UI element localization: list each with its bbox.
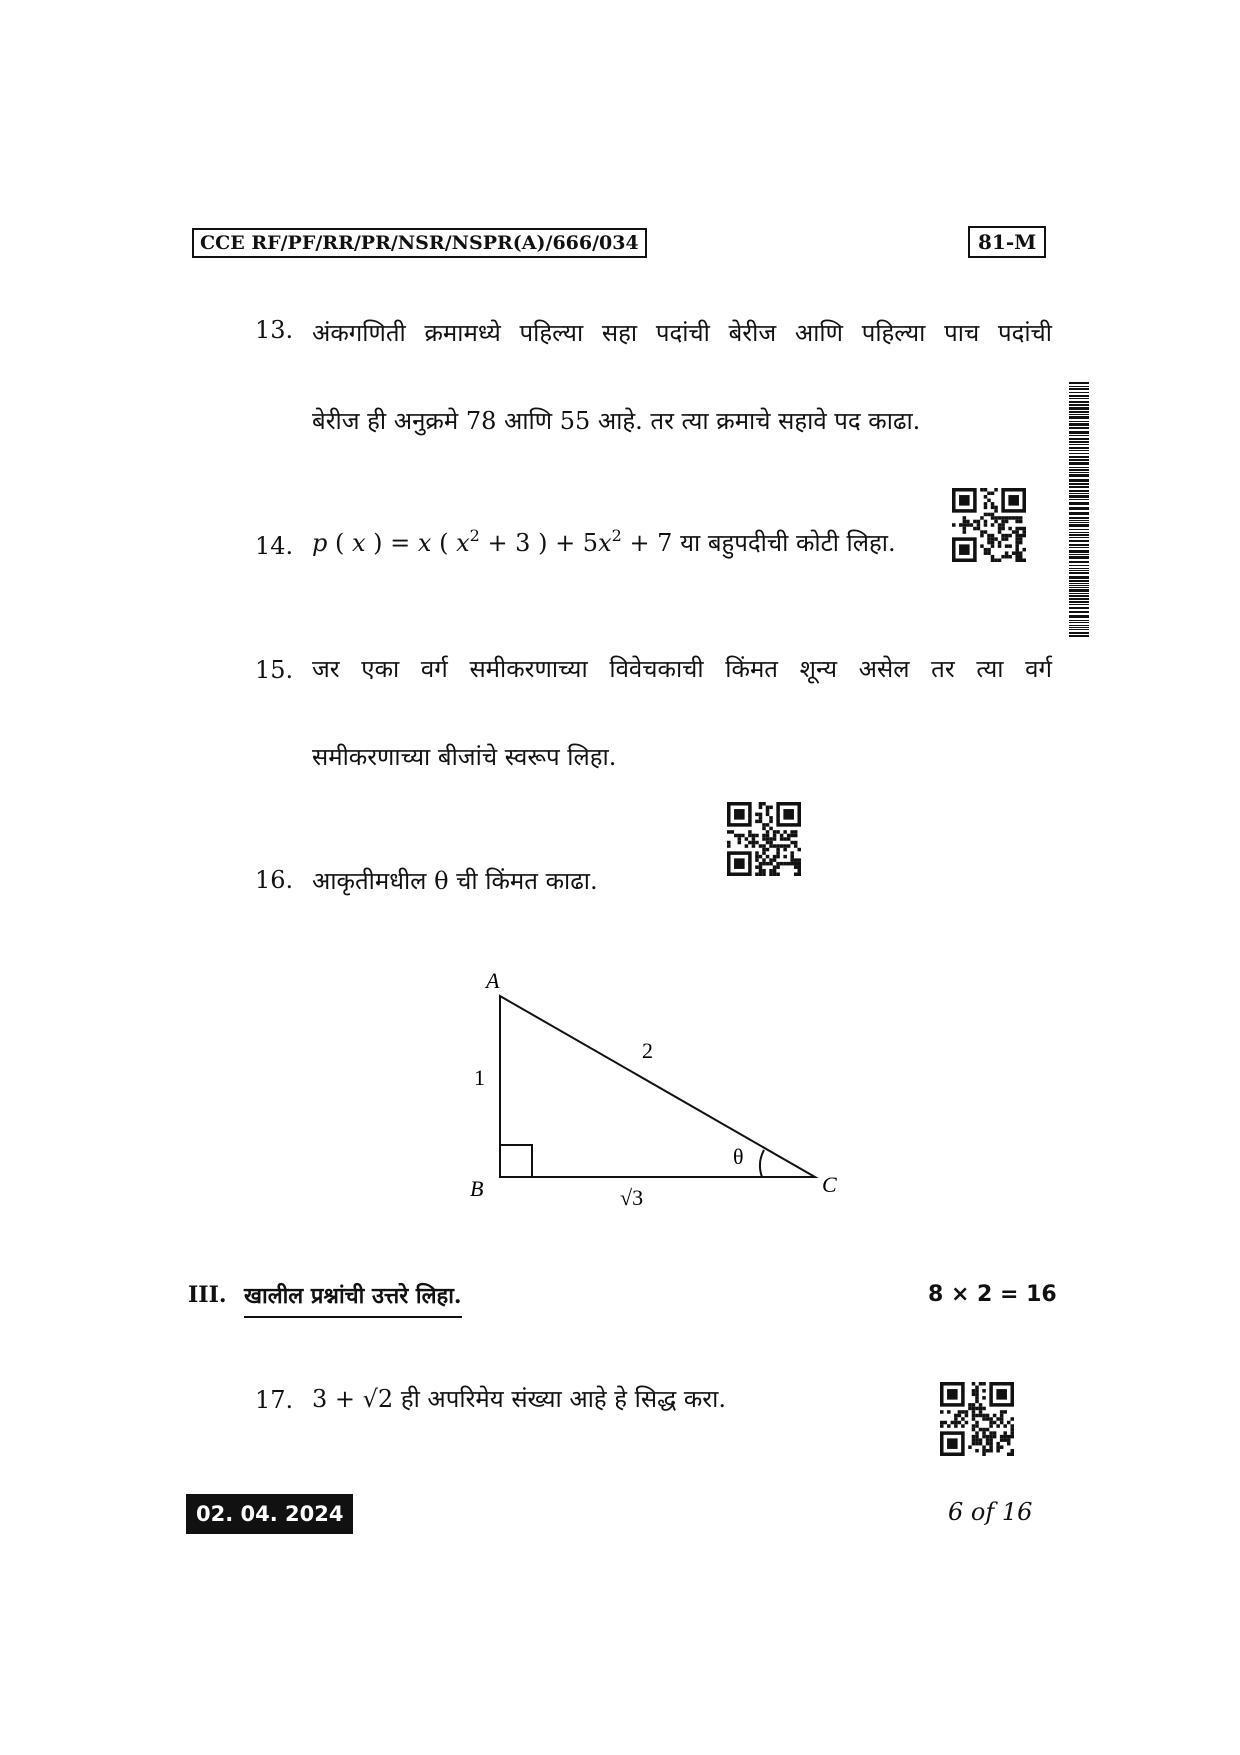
question-17-statement: ही अपरिमेय संख्या आहे हे सिद्ध करा. — [393, 1385, 726, 1413]
question-17-text — [312, 1382, 726, 1415]
angle-arc — [760, 1150, 764, 1177]
qr-code-icon — [940, 1382, 1014, 1456]
side-label-bc: √3 — [620, 1185, 644, 1210]
page-number: 6 of 16 — [948, 1498, 1033, 1526]
triangle-abc — [500, 996, 815, 1177]
expr-exponent: 2 — [469, 526, 480, 545]
question-17-expression: 3 + √2 — [312, 1385, 394, 1413]
question-14-number: 14. — [255, 532, 294, 560]
expr-var: x — [352, 529, 366, 557]
side-label-ab: 1 — [474, 1065, 485, 1090]
section-number: III. — [188, 1282, 227, 1308]
paper-code: 81-M — [968, 226, 1046, 258]
expr-part: + 3 ) + 5 — [479, 529, 599, 557]
vertex-label-a: A — [486, 968, 500, 993]
expr-exponent: 2 — [611, 526, 622, 545]
expr-p: p — [312, 529, 328, 557]
expr-part: ( — [431, 529, 457, 557]
question-13-number: 13. — [255, 316, 294, 344]
question-15-number: 15. — [255, 656, 294, 684]
exam-date: 02. 04. 2024 — [186, 1494, 353, 1534]
expr-var: x — [598, 529, 612, 557]
right-angle-mark — [500, 1145, 532, 1177]
vertex-label-c: C — [822, 1172, 837, 1197]
question-16-text-after: ची किंमत काढा. — [448, 867, 598, 895]
expr-part: + 7 — [621, 529, 681, 557]
expr-part: ( — [327, 529, 352, 557]
question-13-line-2: बेरीज ही अनुक्रमे 78 आणि 55 आहे. तर त्या क्रमाचे सहावे पद काढा. — [312, 407, 921, 435]
section-title: खालील प्रश्नांची उत्तरे लिहा. — [244, 1280, 462, 1318]
section-marks: 8 × 2 = 16 — [928, 1282, 1057, 1307]
question-17-number: 17. — [255, 1386, 294, 1414]
exam-code: CCE RF/PF/RR/PR/NSR/NSPR(A)/666/034 — [192, 228, 647, 258]
question-15-line-2: समीकरणाच्या बीजांचे स्वरूप लिहा. — [312, 743, 617, 771]
question-15-line-1: जर एका वर्ग समीकरणाच्या विवेचकाची किंमत शून्य असेल तर त्या वर्ग — [312, 655, 1052, 683]
expr-part: ) = — [365, 529, 418, 557]
theta-symbol: θ — [434, 867, 449, 895]
vertex-label-b: B — [470, 1176, 484, 1201]
angle-label: θ — [733, 1144, 744, 1169]
question-14-statement: या बहुपदीची कोटी लिहा. — [680, 529, 896, 557]
question-16-number: 16. — [255, 866, 294, 894]
expr-var: x — [456, 529, 470, 557]
side-label-ac: 2 — [642, 1038, 653, 1063]
question-13-line-1: अंकगणिती क्रमामध्ये पहिल्या सहा पदांची बेरीज आणि पहिल्या पाच पदांची — [312, 319, 1052, 347]
question-16-text-before: आकृतीमधील — [312, 867, 435, 895]
expr-var: x — [417, 529, 432, 557]
